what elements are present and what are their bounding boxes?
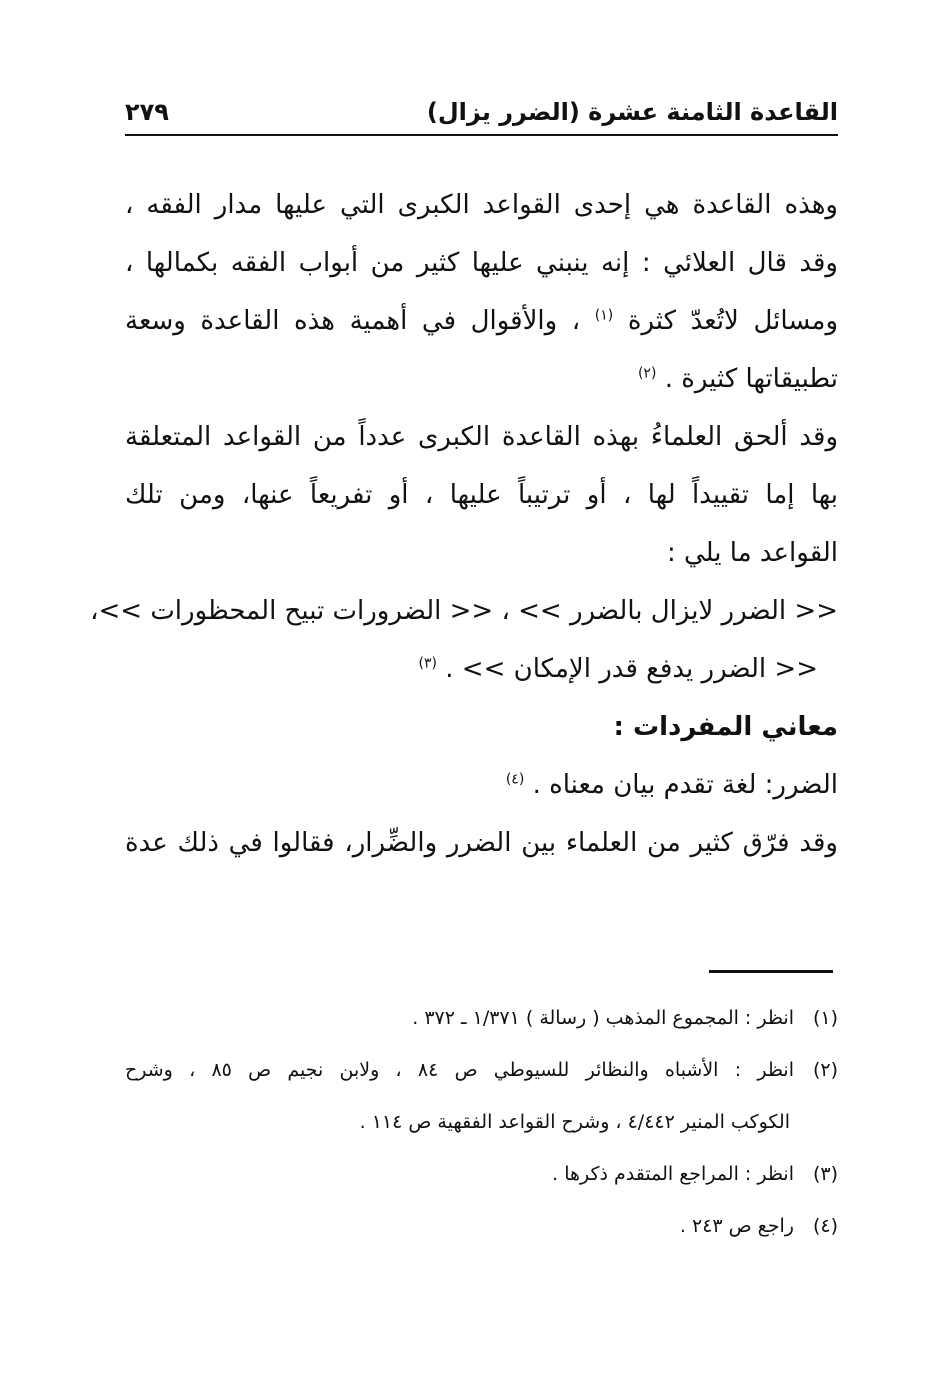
footnote-ref: (٤): [505, 771, 525, 788]
main-text: [90, 176, 838, 872]
text-line: تطبيقاتها كثيرة . $^{(٢)}$: [637, 364, 838, 394]
text-line: << الضرر لايزال بالضرر >> ، << الضرورات تبيح المحظورات >>،: [90, 596, 838, 626]
footnote-item: [125, 992, 838, 1044]
footnote-continuation: [125, 1096, 838, 1148]
chapter-title: القاعدة الثامنة عشرة (الضرر يزال): [426, 98, 838, 126]
footnote-item: [125, 1148, 838, 1200]
footnote-number: (١): [812, 1007, 838, 1029]
footnote-item: [125, 1044, 838, 1096]
footnote-ref: (٣): [418, 655, 437, 672]
header-divider: [125, 134, 838, 136]
footnote-number: (٣): [812, 1163, 838, 1185]
footnote-text: انظر : الأشباه والنظائر للسيوطي ص ٨٤ ، ولابن نجيم ص ٨٥ ، وشرح: [125, 1059, 794, 1081]
footnote-text: انظر : المجموع المذهب ( رسالة ) ١/٣٧١ ـ ٣٧٢ .: [412, 1007, 794, 1029]
text-line: ومسائل لاتُعدّ كثرة $^{(١)}$ ، والأقوال في أهمية هذه القاعدة وسعة: [125, 306, 838, 336]
text-line: وهذه القاعدة هي إحدى القواعد الكبرى التي عليها مدار الفقه ،: [125, 190, 838, 220]
footnotes: [125, 992, 838, 1252]
footnote-divider: [709, 970, 833, 973]
footnote-ref: (١): [594, 307, 614, 324]
text-line: << الضرر يدفع قدر الإمكان >> . $^{(٣)}$: [418, 654, 818, 684]
page-number: ٢٧٩: [125, 98, 169, 126]
footnote-number: (٢): [812, 1059, 838, 1081]
text-line: الضرر: لغة تقدم بيان معناه . $^{(٤)}$: [505, 770, 838, 800]
footnote-text: انظر : المراجع المتقدم ذكرها .: [552, 1163, 794, 1185]
text-line: وقد فرّق كثير من العلماء بين الضرر والضِّرار، فقالوا في ذلك عدة: [125, 828, 838, 858]
footnote-text: الكوكب المنير ٤/٤٤٢ ، وشرح القواعد الفقهية ص ١١٤ .: [359, 1111, 790, 1133]
page-header: [125, 80, 838, 126]
footnote-ref: (٢): [637, 365, 657, 382]
text-line: القواعد ما يلي :: [666, 538, 838, 568]
text-line: بها إما تقييداً لها ، أو ترتيباً عليها ، أو تفريعاً عنها، ومن تلك: [125, 480, 838, 510]
footnote-item: [125, 1200, 838, 1252]
section-heading: معاني المفردات :: [613, 712, 838, 742]
footnote-text: راجع ص ٢٤٣ .: [679, 1215, 794, 1237]
text-line: وقد ألحق العلماءُ بهذه القاعدة الكبرى عدداً من القواعد المتعلقة: [125, 422, 838, 452]
footnote-number: (٤): [812, 1215, 838, 1237]
text-line: وقد قال العلائي : إنه ينبني عليها كثير من أبواب الفقه بكمالها ،: [125, 248, 838, 278]
